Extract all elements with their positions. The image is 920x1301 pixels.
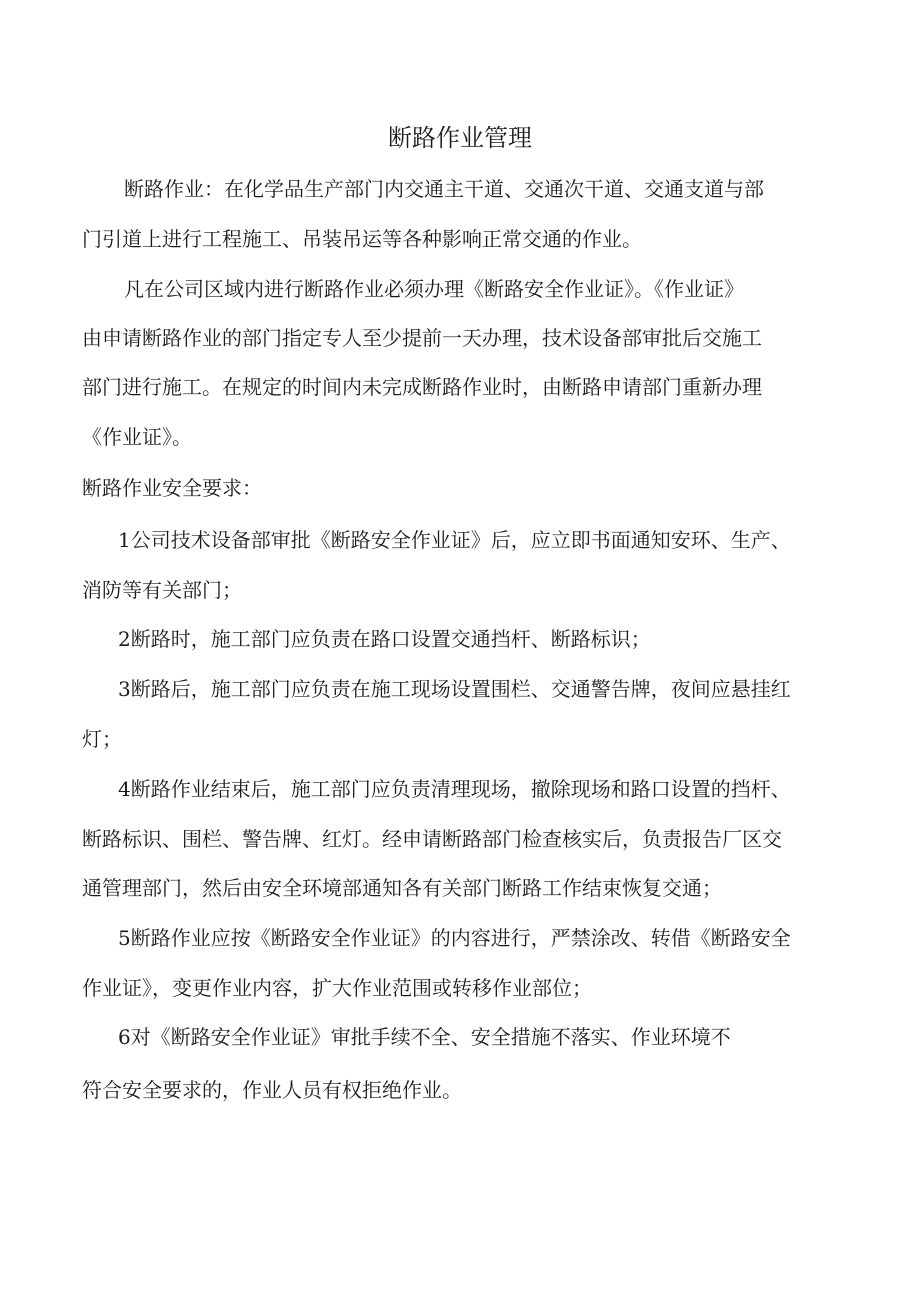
paragraph-line: 凡在公司区域内进行断路作业必须办理《断路安全作业证》。《作业证》 <box>124 277 744 301</box>
list-item-line: 符合安全要求的，作业人员有权拒绝作业。 <box>82 1078 462 1102</box>
list-item-line: 1公司技术设备部审批《断路安全作业证》后，应立即书面通知安环、生产、 <box>118 528 791 552</box>
section-heading: 断路作业安全要求： <box>82 476 262 500</box>
list-item-line: 2断路时，施工部门应负责在路口设置交通挡杆、断路标识； <box>118 627 651 651</box>
paragraph-line: 由申请断路作业的部门指定专人至少提前一天办理，技术设备部审批后交施工 <box>82 326 762 350</box>
list-item-line: 4断路作业结束后，施工部门应负责清理现场，撤除现场和路口设置的挡杆、 <box>118 777 791 801</box>
list-item-line: 6对《断路安全作业证》审批手续不全、安全措施不落实、作业环境不 <box>118 1025 731 1049</box>
paragraph-line: 断路作业：在化学品生产部门内交通主干道、交通次干道、交通支道与部 <box>124 177 764 201</box>
document-title: 断路作业管理 <box>388 124 532 152</box>
list-item-line: 灯； <box>82 727 122 751</box>
list-item-line: 3断路后，施工部门应负责在施工现场设置围栏、交通警告牌，夜间应悬挂红 <box>118 677 791 701</box>
list-item-line: 通管理部门，然后由安全环境部通知各有关部门断路工作结束恢复交通； <box>82 876 722 900</box>
paragraph-line: 部门进行施工。在规定的时间内未完成断路作业时，由断路申请部门重新办理 <box>82 375 762 399</box>
list-item-line: 作业证》，变更作业内容，扩大作业范围或转移作业部位； <box>82 976 592 1000</box>
paragraph-line: 《作业证》。 <box>82 425 192 449</box>
list-item-line: 断路标识、围栏、警告牌、红灯。经申请断路部门检查核实后，负责报告厂区交 <box>82 827 782 851</box>
list-item-line: 5断路作业应按《断路安全作业证》的内容进行，严禁涂改、转借《断路安全 <box>118 926 791 950</box>
paragraph-line: 门引道上进行工程施工、吊装吊运等各种影响正常交通的作业。 <box>82 227 642 251</box>
list-item-line: 消防等有关部门； <box>82 578 242 602</box>
